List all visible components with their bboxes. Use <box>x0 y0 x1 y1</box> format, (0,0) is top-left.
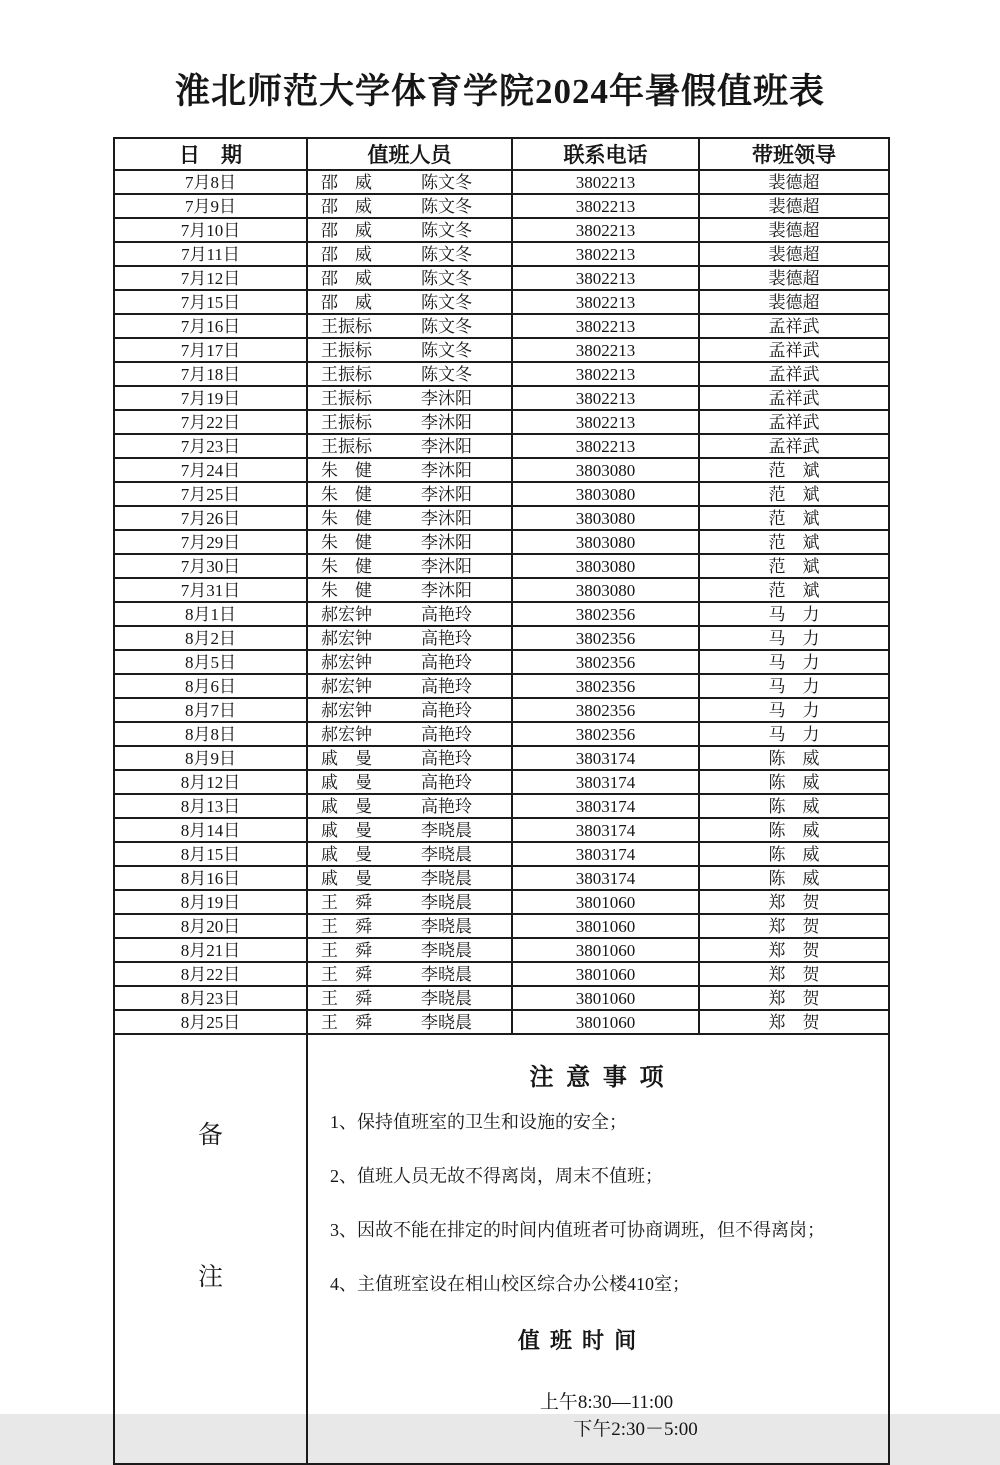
date-cell: 7月30日 <box>114 554 307 578</box>
date-cell: 8月19日 <box>114 890 307 914</box>
duty-name-1: 王 舜 <box>321 1012 372 1032</box>
leader-cell: 范 斌 <box>699 554 889 578</box>
date-cell: 8月2日 <box>114 626 307 650</box>
date-cell: 8月23日 <box>114 986 307 1010</box>
staff-cell <box>307 674 512 698</box>
duty-name-1: 邵 威 <box>321 172 372 192</box>
date-cell: 8月5日 <box>114 650 307 674</box>
date-cell: 7月11日 <box>114 242 307 266</box>
leader-cell: 范 斌 <box>699 578 889 602</box>
staff-cell <box>307 578 512 602</box>
staff-cell <box>307 938 512 962</box>
duty-name-2: 陈文冬 <box>421 316 472 336</box>
staff-cell <box>307 746 512 770</box>
phone-cell: 3802213 <box>512 170 699 194</box>
duty-name-2: 陈文冬 <box>421 268 472 288</box>
leader-cell: 裴德超 <box>699 170 889 194</box>
schedule-row <box>114 434 889 458</box>
duty-name-2: 陈文冬 <box>421 220 472 240</box>
staff-cell <box>307 362 512 386</box>
leader-cell: 马 力 <box>699 602 889 626</box>
date-cell: 7月25日 <box>114 482 307 506</box>
leader-cell: 郑 贺 <box>699 1010 889 1034</box>
duty-name-2: 高艳玲 <box>421 724 472 744</box>
schedule-row <box>114 722 889 746</box>
duty-name-1: 郝宏钟 <box>321 676 372 696</box>
schedule-row <box>114 914 889 938</box>
date-cell: 7月9日 <box>114 194 307 218</box>
duty-name-2: 李晓晨 <box>421 940 472 960</box>
staff-cell <box>307 170 512 194</box>
duty-name-1: 王 舜 <box>321 964 372 984</box>
duty-name-2: 李晓晨 <box>421 868 472 888</box>
schedule-row <box>114 818 889 842</box>
note-item: 1、保持值班室的卫生和设施的安全； <box>330 1112 627 1132</box>
leader-cell: 范 斌 <box>699 458 889 482</box>
leader-cell: 范 斌 <box>699 530 889 554</box>
date-cell: 8月8日 <box>114 722 307 746</box>
staff-cell <box>307 482 512 506</box>
table-body <box>114 170 889 1034</box>
duty-name-1: 朱 健 <box>321 556 372 576</box>
phone-cell: 3802356 <box>512 602 699 626</box>
duty-name-1: 王振标 <box>321 412 372 432</box>
date-cell: 8月25日 <box>114 1010 307 1034</box>
leader-cell: 马 力 <box>699 626 889 650</box>
duty-name-1: 邵 威 <box>321 292 372 312</box>
schedule-row <box>114 650 889 674</box>
phone-cell: 3802356 <box>512 674 699 698</box>
schedule-row <box>114 1010 889 1034</box>
phone-cell: 3803174 <box>512 842 699 866</box>
phone-cell: 3802213 <box>512 338 699 362</box>
staff-cell <box>307 434 512 458</box>
phone-cell: 3801060 <box>512 938 699 962</box>
phone-cell: 3802213 <box>512 266 699 290</box>
phone-cell: 3802213 <box>512 386 699 410</box>
duty-times <box>328 1365 828 1463</box>
date-cell: 8月1日 <box>114 602 307 626</box>
phone-cell: 3803174 <box>512 818 699 842</box>
date-cell: 8月21日 <box>114 938 307 962</box>
staff-cell <box>307 290 512 314</box>
phone-cell: 3803174 <box>512 866 699 890</box>
phone-cell: 3802213 <box>512 434 699 458</box>
phone-cell: 3802356 <box>512 698 699 722</box>
notes-list <box>328 1108 868 1296</box>
leader-cell: 马 力 <box>699 650 889 674</box>
schedule-row <box>114 746 889 770</box>
staff-cell <box>307 722 512 746</box>
phone-cell: 3803080 <box>512 554 699 578</box>
staff-cell <box>307 530 512 554</box>
duty-name-2: 陈文冬 <box>421 196 472 216</box>
date-cell: 7月24日 <box>114 458 307 482</box>
schedule-row <box>114 962 889 986</box>
schedule-row <box>114 626 889 650</box>
leader-cell: 陈 威 <box>699 794 889 818</box>
duty-name-1: 郝宏钟 <box>321 700 372 720</box>
date-cell: 7月23日 <box>114 434 307 458</box>
schedule-row <box>114 482 889 506</box>
duty-name-1: 戚 曼 <box>321 796 372 816</box>
duty-name-2: 李沐阳 <box>421 484 472 504</box>
leader-cell: 陈 威 <box>699 866 889 890</box>
schedule-row <box>114 674 889 698</box>
duty-name-1: 郝宏钟 <box>321 604 372 624</box>
duty-time-afternoon: 下午2:30－5:00 <box>573 1419 698 1440</box>
date-cell: 7月29日 <box>114 530 307 554</box>
duty-name-2: 高艳玲 <box>421 652 472 672</box>
header-date: 日 期 <box>114 138 307 170</box>
remarks-row <box>114 1034 889 1464</box>
header-staff: 值班人员 <box>307 138 512 170</box>
remarks-label-bottom: 注 <box>197 1263 223 1291</box>
staff-cell <box>307 818 512 842</box>
schedule-row <box>114 458 889 482</box>
phone-cell: 3802356 <box>512 650 699 674</box>
phone-cell: 3801060 <box>512 962 699 986</box>
duty-name-1: 邵 威 <box>321 196 372 216</box>
staff-cell <box>307 554 512 578</box>
schedule-row <box>114 170 889 194</box>
duty-name-1: 朱 健 <box>321 580 372 600</box>
schedule-row <box>114 290 889 314</box>
date-cell: 8月22日 <box>114 962 307 986</box>
duty-name-1: 戚 曼 <box>321 772 372 792</box>
phone-cell: 3802213 <box>512 194 699 218</box>
leader-cell: 裴德超 <box>699 242 889 266</box>
schedule-row <box>114 770 889 794</box>
schedule-row <box>114 194 889 218</box>
duty-name-2: 高艳玲 <box>421 676 472 696</box>
phone-cell: 3802213 <box>512 314 699 338</box>
leader-cell: 郑 贺 <box>699 986 889 1010</box>
date-cell: 8月6日 <box>114 674 307 698</box>
phone-cell: 3803080 <box>512 578 699 602</box>
duty-name-1: 王 舜 <box>321 892 372 912</box>
staff-cell <box>307 962 512 986</box>
staff-cell <box>307 698 512 722</box>
staff-cell <box>307 242 512 266</box>
duty-name-2: 李沐阳 <box>421 532 472 552</box>
schedule-row <box>114 794 889 818</box>
date-cell: 8月20日 <box>114 914 307 938</box>
phone-cell: 3802356 <box>512 722 699 746</box>
schedule-row <box>114 314 889 338</box>
staff-cell <box>307 842 512 866</box>
phone-cell: 3802213 <box>512 242 699 266</box>
leader-cell: 范 斌 <box>699 482 889 506</box>
date-cell: 7月26日 <box>114 506 307 530</box>
staff-cell <box>307 1010 512 1034</box>
date-cell: 7月15日 <box>114 290 307 314</box>
duty-name-1: 王 舜 <box>321 988 372 1008</box>
date-cell: 7月10日 <box>114 218 307 242</box>
header-phone: 联系电话 <box>512 138 699 170</box>
page-title: 淮北师范大学体育学院2024年暑假值班表 <box>174 72 825 111</box>
staff-cell <box>307 650 512 674</box>
duty-name-1: 王 舜 <box>321 916 372 936</box>
phone-cell: 3803174 <box>512 770 699 794</box>
duty-name-2: 李沐阳 <box>421 556 472 576</box>
duty-name-2: 李晓晨 <box>421 988 472 1008</box>
staff-cell <box>307 218 512 242</box>
schedule-row <box>114 338 889 362</box>
duty-name-1: 戚 曼 <box>321 820 372 840</box>
duty-name-2: 李沐阳 <box>421 460 472 480</box>
duty-schedule-table <box>113 137 890 1465</box>
duty-name-1: 王振标 <box>321 436 372 456</box>
staff-cell <box>307 890 512 914</box>
leader-cell: 范 斌 <box>699 506 889 530</box>
date-cell: 8月9日 <box>114 746 307 770</box>
duty-name-2: 李晓晨 <box>421 1012 472 1032</box>
leader-cell: 马 力 <box>699 722 889 746</box>
date-cell: 7月17日 <box>114 338 307 362</box>
duty-name-2: 李晓晨 <box>421 844 472 864</box>
duty-name-2: 李晓晨 <box>421 916 472 936</box>
schedule-row <box>114 386 889 410</box>
duty-name-2: 高艳玲 <box>421 772 472 792</box>
leader-cell: 孟祥武 <box>699 338 889 362</box>
leader-cell: 郑 贺 <box>699 914 889 938</box>
phone-cell: 3802213 <box>512 218 699 242</box>
duty-name-1: 郝宏钟 <box>321 628 372 648</box>
duty-name-2: 陈文冬 <box>421 292 472 312</box>
duty-name-1: 戚 曼 <box>321 748 372 768</box>
schedule-row <box>114 866 889 890</box>
duty-time-title: 值 班 时 间 <box>517 1328 639 1353</box>
header-leader: 带班领导 <box>699 138 889 170</box>
table-header-row <box>114 138 889 170</box>
leader-cell: 裴德超 <box>699 266 889 290</box>
staff-cell <box>307 866 512 890</box>
leader-cell: 马 力 <box>699 698 889 722</box>
duty-name-2: 李沐阳 <box>421 508 472 528</box>
leader-cell: 陈 威 <box>699 770 889 794</box>
phone-cell: 3801060 <box>512 914 699 938</box>
schedule-row <box>114 842 889 866</box>
staff-cell <box>307 266 512 290</box>
duty-name-2: 李沐阳 <box>421 412 472 432</box>
phone-cell: 3802213 <box>512 362 699 386</box>
date-cell: 7月12日 <box>114 266 307 290</box>
leader-cell: 裴德超 <box>699 290 889 314</box>
schedule-row <box>114 554 889 578</box>
notice-title: 注 意 事 项 <box>529 1064 667 1091</box>
schedule-row <box>114 602 889 626</box>
phone-cell: 3802356 <box>512 626 699 650</box>
date-cell: 8月12日 <box>114 770 307 794</box>
leader-cell: 孟祥武 <box>699 386 889 410</box>
note-item: 3、因故不能在排定的时间内值班者可协商调班，但不得离岗； <box>330 1220 825 1240</box>
schedule-row <box>114 890 889 914</box>
duty-name-1: 王振标 <box>321 364 372 384</box>
phone-cell: 3803174 <box>512 794 699 818</box>
duty-name-1: 戚 曼 <box>321 844 372 864</box>
staff-cell <box>307 626 512 650</box>
duty-time-morning: 上午8:30—11:00 <box>539 1392 674 1413</box>
leader-cell: 陈 威 <box>699 818 889 842</box>
staff-cell <box>307 338 512 362</box>
date-cell: 8月14日 <box>114 818 307 842</box>
duty-name-2: 高艳玲 <box>421 700 472 720</box>
staff-cell <box>307 794 512 818</box>
staff-cell <box>307 458 512 482</box>
schedule-row <box>114 242 889 266</box>
duty-name-2: 高艳玲 <box>421 604 472 624</box>
staff-cell <box>307 506 512 530</box>
duty-name-2: 高艳玲 <box>421 748 472 768</box>
staff-cell <box>307 386 512 410</box>
notes-cell <box>307 1034 889 1464</box>
phone-cell: 3803080 <box>512 482 699 506</box>
duty-name-2: 高艳玲 <box>421 796 472 816</box>
duty-name-1: 朱 健 <box>321 508 372 528</box>
schedule-row <box>114 218 889 242</box>
phone-cell: 3802213 <box>512 410 699 434</box>
staff-cell <box>307 986 512 1010</box>
leader-cell: 孟祥武 <box>699 434 889 458</box>
staff-cell <box>307 602 512 626</box>
leader-cell: 郑 贺 <box>699 962 889 986</box>
schedule-row <box>114 986 889 1010</box>
schedule-row <box>114 530 889 554</box>
duty-name-1: 王振标 <box>321 388 372 408</box>
date-cell: 7月18日 <box>114 362 307 386</box>
schedule-row <box>114 410 889 434</box>
schedule-row <box>114 506 889 530</box>
leader-cell: 陈 威 <box>699 842 889 866</box>
leader-cell: 郑 贺 <box>699 938 889 962</box>
leader-cell: 孟祥武 <box>699 362 889 386</box>
leader-cell: 裴德超 <box>699 194 889 218</box>
duty-name-1: 郝宏钟 <box>321 652 372 672</box>
duty-name-2: 李晓晨 <box>421 892 472 912</box>
schedule-row <box>114 938 889 962</box>
duty-name-1: 王 舜 <box>321 940 372 960</box>
duty-name-1: 邵 威 <box>321 268 372 288</box>
phone-cell: 3803174 <box>512 746 699 770</box>
date-cell: 7月31日 <box>114 578 307 602</box>
staff-cell <box>307 914 512 938</box>
leader-cell: 裴德超 <box>699 218 889 242</box>
date-cell: 7月19日 <box>114 386 307 410</box>
date-cell: 7月22日 <box>114 410 307 434</box>
phone-cell: 3802213 <box>512 290 699 314</box>
duty-name-1: 郝宏钟 <box>321 724 372 744</box>
duty-name-2: 陈文冬 <box>421 244 472 264</box>
duty-name-1: 王振标 <box>321 316 372 336</box>
date-cell: 7月16日 <box>114 314 307 338</box>
phone-cell: 3801060 <box>512 986 699 1010</box>
note-item: 2、值班人员无故不得离岗，周末不值班； <box>330 1166 663 1186</box>
leader-cell: 孟祥武 <box>699 314 889 338</box>
schedule-row <box>114 698 889 722</box>
duty-name-2: 陈文冬 <box>421 172 472 192</box>
remarks-label-top: 备 <box>197 1121 223 1149</box>
duty-name-2: 李晓晨 <box>421 964 472 984</box>
remarks-label-cell <box>114 1034 307 1464</box>
phone-cell: 3801060 <box>512 890 699 914</box>
duty-name-1: 朱 健 <box>321 460 372 480</box>
duty-name-2: 李沐阳 <box>421 436 472 456</box>
phone-cell: 3803080 <box>512 458 699 482</box>
phone-cell: 3803080 <box>512 530 699 554</box>
staff-cell <box>307 194 512 218</box>
leader-cell: 马 力 <box>699 674 889 698</box>
duty-name-2: 李沐阳 <box>421 388 472 408</box>
schedule-row <box>114 362 889 386</box>
duty-name-1: 邵 威 <box>321 244 372 264</box>
staff-cell <box>307 770 512 794</box>
duty-name-1: 朱 健 <box>321 484 372 504</box>
date-cell: 8月16日 <box>114 866 307 890</box>
date-cell: 8月13日 <box>114 794 307 818</box>
leader-cell: 郑 贺 <box>699 890 889 914</box>
schedule-row <box>114 578 889 602</box>
duty-name-2: 李晓晨 <box>421 820 472 840</box>
leader-cell: 孟祥武 <box>699 410 889 434</box>
phone-cell: 3803080 <box>512 506 699 530</box>
duty-name-2: 李沐阳 <box>421 580 472 600</box>
staff-cell <box>307 410 512 434</box>
duty-name-1: 邵 威 <box>321 220 372 240</box>
note-item: 4、主值班室设在相山校区综合办公楼410室； <box>330 1274 690 1294</box>
duty-name-1: 戚 曼 <box>321 868 372 888</box>
duty-name-1: 王振标 <box>321 340 372 360</box>
phone-cell: 3801060 <box>512 1010 699 1034</box>
duty-name-1: 朱 健 <box>321 532 372 552</box>
schedule-row <box>114 266 889 290</box>
staff-cell <box>307 314 512 338</box>
duty-name-2: 高艳玲 <box>421 628 472 648</box>
leader-cell: 陈 威 <box>699 746 889 770</box>
duty-name-2: 陈文冬 <box>421 340 472 360</box>
duty-name-2: 陈文冬 <box>421 364 472 384</box>
date-cell: 8月15日 <box>114 842 307 866</box>
date-cell: 7月8日 <box>114 170 307 194</box>
date-cell: 8月7日 <box>114 698 307 722</box>
